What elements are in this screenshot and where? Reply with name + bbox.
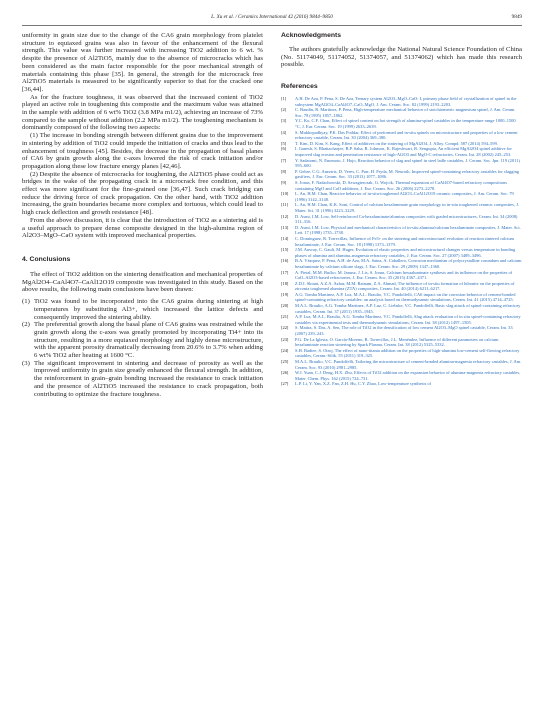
acknowledgments-heading: Acknowledgments [281, 32, 342, 39]
reference-text[interactable]: L. An, H.M. Chan, K.K. Soni, Control of calcium hexaluminate grain morphology in in-situ toughened ceramic composites, J. Mater. Sci. 31 (1996) 3223–3229. [295, 202, 519, 213]
reference-text[interactable]: A.H. De Aza, P. Pena, S. De Aza, Ternary system Al2O3–MgO–CaO: I, primary phase field of crystallization of spinel in the subsystem MgAl2O4–CaAl4O7–CaO–MgO, J. Am. Ceram. Soc. 82 (1999) 2193–2203. [295, 96, 517, 107]
reference-text[interactable]: A. Pietal, M.M. Bućko, M. Janusz, J. Lis, S. Jonas, Calcium hexaaluminate synthesis and its influence on the properties of CaO–Al2O3-based refractories, J. Eur. Ceram. Soc. 35 (2015) 4367–4371. [295, 269, 513, 281]
conclusion-item [22, 321, 263, 360]
reference-number: [15] [281, 247, 289, 253]
reference-text[interactable]: S.H. Badiee, S. Otroj, The effect of nano-titania addition on the properties of high-alumina low-cement self-flowing refractory castables, Ceram.-Silik. 55 (2011) 319–325. [295, 347, 520, 359]
reference-number: [10] [281, 191, 289, 197]
reference-item[interactable] [281, 130, 522, 141]
acknowledgments-text: The authors gratefully acknowledge the National Natural Science Foundation of China (No. 51174049, 51174052, 51374057, and 51374062) which has made this research possible. [281, 46, 522, 69]
reference-number: [23] [281, 336, 289, 342]
reference-number: [14] [281, 235, 289, 241]
reference-number: [25] [281, 359, 289, 365]
reference-text[interactable]: D. Asmi, I.M. Low, Self-reinforced Ca-hexaluminate/alumina composites with graded microstructures, Ceram. Int. 34 (2008) 311–316. [295, 213, 518, 225]
reference-text[interactable]: C. Baudín, R. Martínez, P. Pena, High-temperature mechanical behavior of stoichiometric magnesium spinel, J. Am. Ceram. Soc. 78 (1995) 1857–1862. [295, 107, 516, 118]
conclusion-item [22, 360, 263, 399]
reference-number: [17] [281, 269, 289, 275]
conclusions-intro: The effect of TiO2 addition on the sintering densification and mechanical properties of MgAl2O4–CaAl4O7–CaAl12O19 composite was investigated in this study. Based on the above results, the following main conclusions have been drawn: [22, 270, 263, 294]
reference-list [281, 96, 522, 387]
reference-item[interactable] [281, 370, 522, 381]
reference-item[interactable] [281, 107, 522, 118]
journal-citation: L. Xu et al. / Ceramics International 42 (2016) 9844–9850 [211, 14, 333, 20]
conclusion-item [22, 298, 263, 321]
reference-text[interactable]: I. Ganesh, S. Bhattacharjee, B.P. Saha, R. Johnson, K. Rajeshwari, R. Sengupta, An efficient MgAl2O4 spinel additive for improved slag erosion and penetration resistance of high-Al2O3 and MgO-C refractories, Ceram. Int. 28 (2002) 245–253. [295, 146, 512, 158]
reference-text[interactable]: S. Mukhopadhyay, P.K. Das Poddar, Effect of preformed and in-situ spinels on microstructure and properties of a low cement refractory castable, Ceram. Int. 30 (2004) 369–380. [295, 129, 518, 141]
reference-number: [22] [281, 325, 289, 331]
reference-item[interactable] [281, 191, 522, 202]
reference-item[interactable] [281, 225, 522, 236]
reference-number: [11] [281, 202, 289, 208]
paragraph-discussion: From the above discussion, it is clear that the introduction of TiO2 as a sintering aid is a useful approach to prepare dense composite designed in the high-alumina region of Al2O3–MgO–CaO system with improved mechanical properties. [22, 216, 263, 240]
reference-text[interactable]: S. Jonas, F. Nadachowski, D. Szwagierczak, G. Wojcik, Thermal expansion of CaAl4O7-based refractory compositions containing MgO and CaO additions, J. Eur. Ceram. Soc. 26 (2006) 2273–2278. [295, 180, 507, 191]
reference-text[interactable]: A.G. Tomba Martinez, A.P. Luz, M.A.L. Braulio, V.C. Pandolfelli, CA6 impact on the corrosion behavior of cement-bonded spinel-containing refractory castables: an analysis based on thermodynamic simulations, Ceram. Int. 41 (2015) 4714–4725. [295, 291, 516, 303]
reference-text[interactable]: J.M. Auvray, C. Gault, M. Huger, Evolution of elastic properties and microstructural changes versus temperature in bonding phases of alumina and alumina–magnesia refractory castables, J. Eur. Ceram. Soc. 27 (2007) 3489–3496. [295, 247, 516, 258]
reference-text[interactable]: Y. Sadatomi, N. Enomoto, J. Hojo, Reaction behavior of slag and spinel in steel ladle castables, J. Ceram. Soc. Jpn. 119 (2011) 595–600. [295, 157, 520, 169]
reference-number: [6] [281, 146, 287, 152]
reference-item[interactable] [281, 202, 522, 213]
reference-number: [26] [281, 370, 289, 376]
reference-item[interactable] [281, 303, 522, 314]
reference-number: [24] [281, 347, 289, 353]
reference-number: [4] [281, 129, 287, 135]
reference-item[interactable] [281, 118, 522, 129]
reference-item[interactable] [281, 381, 522, 387]
reference-item[interactable] [281, 96, 522, 107]
reference-item[interactable] [281, 348, 522, 359]
reference-item[interactable] [281, 180, 522, 191]
reference-item[interactable] [281, 214, 522, 225]
reference-text[interactable]: W.J. Yuan, C.J. Deng, H.X. Zhu, Effects of TiO2 addition on the expansion behavior of alumina-magnesia refractory castables, Mater. Chem. Phys. 162 (2015) 724–731. [295, 370, 521, 381]
reference-text[interactable]: M.A.L. Braulio, V.C. Pandolfelli, Tailoring the microstructure of cement-bonded alumina-magnesia refractory castables, J. Am. Ceram. Soc. 93 (2010) 2981–2985. [295, 359, 522, 370]
reference-text[interactable]: P. Gehre, C.G. Aneziris, D. Veres, C. Parr, H. Fryda, M. Neuroth, Improved spinel-containing refractory castables for slagging gasifiers, J. Eur. Ceram. Soc. 33 (2013) 1077–1086. [295, 168, 520, 180]
page-number: 9849 [511, 14, 522, 20]
conclusion-text: TiO2 was found to be incorporated into the CA6 grains during sintering at high temperatures by substituting Al3+, which increased the lattice defects and consequently improved the sintering ability. [34, 298, 263, 321]
reference-number: [9] [281, 180, 287, 186]
conclusions-heading: 4. Conclusions [22, 255, 71, 263]
reference-item[interactable] [281, 325, 522, 336]
reference-item[interactable] [281, 158, 522, 169]
reference-number: [13] [281, 224, 289, 230]
header-rule [22, 25, 522, 26]
reference-text[interactable]: D. Asmi, I.M. Low, Physical and mechanical characteristics of in-situ alumina/calcium hexaluminate composites, J. Mater. Sci. Lett. 17 (1998) 1735–1738. [295, 224, 521, 236]
paragraph-aspect-2: (2) Despite the absence of microcracks for toughening, the Al2TiO5 phase could act as bridges in the wake of the propagating crack in a microcrack free condition, and this effect was more significant for the fine-grained one [36,47]. Such crack bridging can reduce the driving force of crack propagation. On the other hand, with TiO2 addition increasing, the grain boundaries became more complex and tortuous, which could lead to high crack deflection and growth resistance [48]. [22, 170, 263, 217]
reference-text[interactable]: A.P. Luz, M.A.L. Braulio, A.G. Tomba Martinez, V.C. Pandolfelli, Slag attack evaluation of in situ spinel-containing refractory castables via experimental tests and thermodynamic simulations, Ceram. Int. 38 (2012) 1497–1505. [295, 314, 521, 325]
reference-text[interactable]: Z.D.I. Sktani, A.Z.A. Azhar, M.M. Ratnam, Z.A. Ahmad, The influence of in-situ formation of hibonite on the properties of zirconia toughened alumina (ZTA) composites, Ceram. Int. 40 (2014) 6211–6217. [295, 280, 515, 292]
reference-text[interactable]: T. Kim, D. Kim, S. Kang, Effect of additives on the sintering of MgAl2O4, J. Alloy. Compd. 587 (2014) 594–599. [295, 140, 498, 146]
reference-number: [3] [281, 118, 287, 124]
reference-number: [21] [281, 314, 289, 320]
reference-number: [27] [281, 381, 289, 387]
reference-number: [2] [281, 107, 287, 113]
right-column [281, 32, 522, 387]
references-heading: References [281, 83, 318, 91]
reference-text[interactable]: M.A.L. Braulio, A.G. Tomba Martinez, A.P. Luz, C. Liebske, V.C. Pandolfelli, Basic slag attack of spinel-containing refractory castables, Ceram. Int. 37 (2011) 1935–1945. [295, 303, 521, 314]
reference-item[interactable] [281, 169, 522, 180]
reference-item[interactable] [281, 292, 522, 303]
reference-text[interactable]: Y.C. Ko, C.F. Chan, Effect of spinel content on hot strength of alumina-spinel castables in the temperature range 1000–1500 °C, J. Eur. Ceram. Soc. 19 (1999) 2633–2639. [295, 118, 516, 130]
reference-item[interactable] [281, 236, 522, 247]
reference-text[interactable]: P.G. De La Iglesia, O. García-Moreno, R. Torrecillas, J.L. Menéndez, Influence of different parameters on calcium hexaluminate reaction sintering by Spark Plasma, Ceram. Int. 38 (2012) 5325–5332. [295, 336, 499, 348]
reference-number: [1] [281, 96, 287, 102]
reference-number: [16] [281, 258, 289, 264]
reference-item[interactable] [281, 146, 522, 157]
reference-number: [20] [281, 303, 289, 309]
reference-number: [18] [281, 280, 289, 286]
reference-item[interactable] [281, 337, 522, 348]
reference-text[interactable]: S. Mattra, S. Das, A. Sen, The role of TiO2 in the densification of low cement Al2O3–MgO spinel castable, Ceram. Int. 33 (2007) 239–243. [295, 325, 513, 337]
conclusion-text: The preferential growth along the basal plane of CA6 grains was restrained while the grain growth along the c-axes was greatly promoted by incorporating Ti4+ into its structure, resulting in a more equiaxed morphology and highly dense microstructure, with the apparent porosity dramatically decreasing from 20.6% to 3.7% when adding 6 wt% TiO2 after heating at 1600 °C. [34, 321, 263, 360]
paragraph-toughness: As for the fracture toughness, it was observed that the increased content of TiO2 played an active role in toughening this composite and the maximum value was attained in the sample with addition of 6 wt% TiO2 (3.8 MPa m1/2), achieving an increase of 73% compared to the sample without addition (2.2 MPa m1/2). The toughening mechanism is dominantly composed of the following two aspects: [22, 93, 263, 132]
reference-item[interactable] [281, 314, 522, 325]
paragraph-aspect-1: (1) The increase in bonding strength between different grains due to the improvement in sintering by addition of TiO2 could impede the initiation of cracks and thus lead to the enhancement of toughness [45]. Besides, the decrease in the propagation of basal planes of CA6 by grain growth along the c-axes lowered the risk of crack initiation and/or propagation along these low fracture energy planes [42,46]. [22, 132, 263, 170]
reference-text[interactable]: B.A. Vázquez, P. Pena, A.H. de Aza, M.A. Sainz, A. Caballero, Corrosion mechanism of polycrystalline corundum and calcium hexaluminate by calcium silicate slags, J. Eur. Ceram. Soc. 29 (2009) 1347–1360. [295, 258, 522, 269]
conclusion-number: (1) [22, 298, 30, 306]
reference-item[interactable] [281, 281, 522, 292]
conclusion-number: (3) [22, 359, 30, 367]
left-column [22, 32, 263, 398]
reference-item[interactable] [281, 270, 522, 281]
conclusion-number: (2) [22, 321, 30, 329]
reference-item[interactable] [281, 247, 522, 258]
reference-number: [12] [281, 213, 289, 219]
reference-text[interactable]: L.P. Li, Y. Yan, X.Z. Fan, Z.H. Hu, C.Y. Zhao, Low-temperature synthesis of [295, 381, 432, 387]
reference-text[interactable]: C. Domínguez, R. Torrecillas, Influence of Fe3+ on the sintering and microstructural evolution of reaction sintered calcium hexaluminate, J. Eur. Ceram. Soc. 18 (1998) 1373–1379. [295, 235, 514, 247]
reference-text[interactable]: L. An, H.M. Chan, Reactive behavior of in-situ-toughened Al2O3–CaAl12O19 ceramic composites, J. Am. Ceram. Soc. 79 (1996) 3142–3148. [295, 191, 514, 202]
conclusion-text: The significant improvement in sintering and decrease of porosity as well as the improved uniformity in grain size greatly enhanced the flexural strength. In addition, the reinforcement in grain–grain bonding increased the resistance to crack initiation and the presence of Al2TiO5 increased the resistance to crack propagation, both contributing to optimize the fracture toughness. [34, 359, 263, 398]
reference-number: [7] [281, 157, 287, 163]
reference-number: [5] [281, 140, 287, 146]
reference-item[interactable] [281, 258, 522, 269]
reference-number: [19] [281, 291, 289, 297]
reference-item[interactable] [281, 359, 522, 370]
paragraph-strength: uniformity in grain size due to the change of the CA6 grain morphology from platelet structure to equiaxed grains was also in favour of the enhancement of the flexural strength. This value was further increased with increasing TiO2 addition to 6 wt. % despite the presence of Al2TiO5, mainly due to the absence of microcracks which has been considered as the main factor responsible for the poor mechanical strength of materials containing this phase [35]. In general, the strength for the microcrack free Al2TiO5 materials is measured to be significantly superior to that for the cracked one [36,44]. [22, 32, 263, 93]
reference-number: [8] [281, 168, 287, 174]
